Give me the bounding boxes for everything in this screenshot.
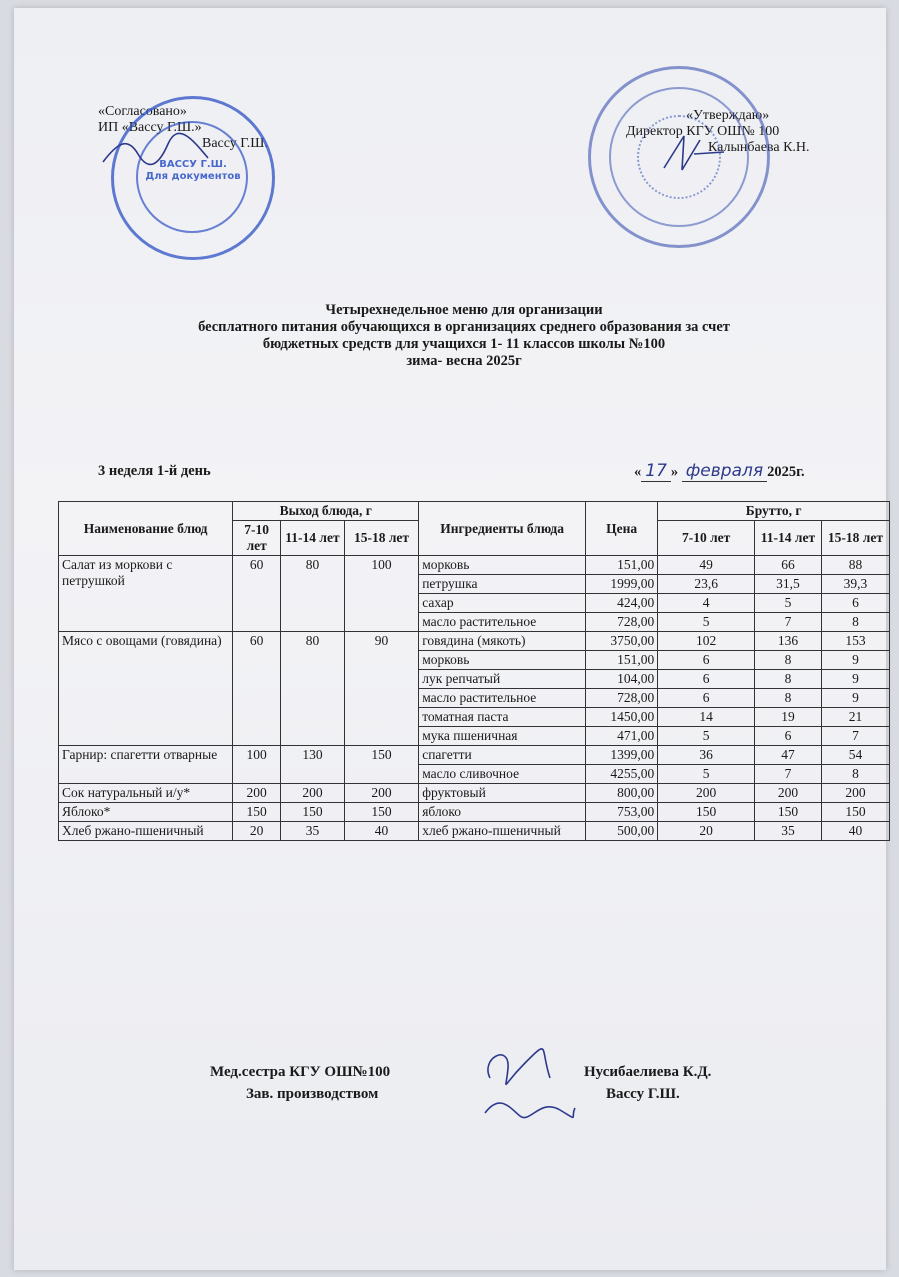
ingredient-price: 151,00 bbox=[586, 556, 658, 575]
gross-age2: 35 bbox=[754, 822, 821, 841]
gross-age2: 150 bbox=[754, 803, 821, 822]
ingredient-price: 3750,00 bbox=[586, 632, 658, 651]
dish-name: Сок натуральный и/у* bbox=[59, 784, 233, 803]
gross-age3: 153 bbox=[821, 632, 889, 651]
ingredient-name: масло сливочное bbox=[419, 765, 586, 784]
output-age2: 150 bbox=[281, 803, 345, 822]
gross-age2: 47 bbox=[754, 746, 821, 765]
gross-age2: 8 bbox=[754, 689, 821, 708]
gross-age1: 5 bbox=[658, 765, 755, 784]
ingredient-price: 1399,00 bbox=[586, 746, 658, 765]
gross-age1: 102 bbox=[658, 632, 755, 651]
output-age3: 100 bbox=[344, 556, 418, 632]
ingredient-name: морковь bbox=[419, 556, 586, 575]
document-sheet bbox=[14, 8, 886, 1270]
gross-age2: 66 bbox=[754, 556, 821, 575]
date-open-quote: « bbox=[634, 464, 642, 480]
footer-name-nurse: Нусибаелиева К.Д. bbox=[584, 1064, 712, 1080]
ingredient-price: 500,00 bbox=[586, 822, 658, 841]
ingredient-name: мука пшеничная bbox=[419, 727, 586, 746]
menu-table-body bbox=[59, 556, 890, 841]
gross-age1: 23,6 bbox=[658, 575, 755, 594]
ingredient-price: 728,00 bbox=[586, 689, 658, 708]
ingredient-price: 1999,00 bbox=[586, 575, 658, 594]
gross-age3: 6 bbox=[821, 594, 889, 613]
ingredient-price: 753,00 bbox=[586, 803, 658, 822]
header-row-1 bbox=[59, 502, 890, 521]
ingredient-name: яблоко bbox=[419, 803, 586, 822]
header-gross: Брутто, г bbox=[658, 502, 890, 521]
ingredient-name: сахар bbox=[419, 594, 586, 613]
date-close-quote: » bbox=[670, 464, 679, 480]
menu-table-head bbox=[59, 502, 890, 556]
gross-age2: 136 bbox=[754, 632, 821, 651]
approval-left-line1: «Согласовано» bbox=[98, 104, 187, 119]
title-line2: бесплатного питания обучающихся в организациях среднего образования за счет bbox=[198, 319, 730, 335]
gross-age3: 9 bbox=[821, 670, 889, 689]
gross-age3: 88 bbox=[821, 556, 889, 575]
footer-name-production: Вассу Г.Ш. bbox=[606, 1086, 680, 1102]
gross-age2: 8 bbox=[754, 670, 821, 689]
menu-table bbox=[58, 501, 890, 841]
gross-age3: 39,3 bbox=[821, 575, 889, 594]
ingredient-price: 104,00 bbox=[586, 670, 658, 689]
menu-date bbox=[634, 461, 805, 481]
output-age1: 200 bbox=[233, 784, 281, 803]
gross-age2: 19 bbox=[754, 708, 821, 727]
ingredient-name: морковь bbox=[419, 651, 586, 670]
dish-name: Хлеб ржано-пшеничный bbox=[59, 822, 233, 841]
gross-age3: 7 bbox=[821, 727, 889, 746]
output-age2: 80 bbox=[281, 632, 345, 746]
gross-age2: 7 bbox=[754, 765, 821, 784]
header-output: Выход блюда, г bbox=[233, 502, 419, 521]
title-line4: зима- весна 2025г bbox=[406, 353, 522, 369]
ingredient-name: хлеб ржано-пшеничный bbox=[419, 822, 586, 841]
ingredient-name: спагетти bbox=[419, 746, 586, 765]
gross-age1: 14 bbox=[658, 708, 755, 727]
output-age1: 20 bbox=[233, 822, 281, 841]
output-age2: 200 bbox=[281, 784, 345, 803]
output-age3: 200 bbox=[344, 784, 418, 803]
dish-name: Яблоко* bbox=[59, 803, 233, 822]
header-gross-age3: 15-18 лет bbox=[821, 521, 889, 556]
gross-age2: 200 bbox=[754, 784, 821, 803]
stamp-left-text: ВАССУ Г.Ш. Для документов bbox=[145, 159, 241, 182]
approval-right-line2: Директор КГУ ОШ№ 100 bbox=[626, 124, 780, 139]
date-day: 17 bbox=[641, 461, 671, 482]
date-month: февраля bbox=[682, 461, 767, 482]
header-output-age1: 7-10 лет bbox=[233, 521, 281, 556]
gross-age1: 20 bbox=[658, 822, 755, 841]
gross-age3: 8 bbox=[821, 765, 889, 784]
footer-role-nurse: Мед.сестра КГУ ОШ№100 bbox=[210, 1064, 391, 1080]
gross-age3: 200 bbox=[821, 784, 889, 803]
header-output-age2: 11-14 лет bbox=[281, 521, 345, 556]
ingredient-name: говядина (мякоть) bbox=[419, 632, 586, 651]
gross-age2: 6 bbox=[754, 727, 821, 746]
output-age3: 150 bbox=[344, 746, 418, 784]
table-row bbox=[59, 822, 890, 841]
gross-age2: 7 bbox=[754, 613, 821, 632]
gross-age3: 40 bbox=[821, 822, 889, 841]
title-line3: бюджетных средств для учащихся 1- 11 классов школы №100 bbox=[262, 336, 666, 352]
ingredient-price: 800,00 bbox=[586, 784, 658, 803]
ingredient-name: петрушка bbox=[419, 575, 586, 594]
header-output-age3: 15-18 лет bbox=[344, 521, 418, 556]
gross-age1: 200 bbox=[658, 784, 755, 803]
gross-age3: 8 bbox=[821, 613, 889, 632]
header-dish: Наименование блюд bbox=[59, 502, 233, 556]
ingredient-price: 151,00 bbox=[586, 651, 658, 670]
gross-age1: 6 bbox=[658, 689, 755, 708]
output-age1: 100 bbox=[233, 746, 281, 784]
gross-age1: 36 bbox=[658, 746, 755, 765]
ingredient-price: 424,00 bbox=[586, 594, 658, 613]
approval-right-line3: Калынбаева К.Н. bbox=[708, 140, 810, 155]
output-age3: 90 bbox=[344, 632, 418, 746]
header-gross-age2: 11-14 лет bbox=[754, 521, 821, 556]
gross-age3: 9 bbox=[821, 689, 889, 708]
ingredient-name: лук репчатый bbox=[419, 670, 586, 689]
dish-name: Мясо с овощами (говядина) bbox=[59, 632, 233, 746]
gross-age2: 5 bbox=[754, 594, 821, 613]
header-ingredients: Ингредиенты блюда bbox=[419, 502, 586, 556]
gross-age1: 5 bbox=[658, 727, 755, 746]
table-row bbox=[59, 784, 890, 803]
document-title bbox=[74, 302, 854, 370]
header-gross-age1: 7-10 лет bbox=[658, 521, 755, 556]
table-row bbox=[59, 803, 890, 822]
gross-age3: 150 bbox=[821, 803, 889, 822]
gross-age1: 49 bbox=[658, 556, 755, 575]
output-age3: 40 bbox=[344, 822, 418, 841]
gross-age3: 54 bbox=[821, 746, 889, 765]
ingredient-name: фруктовый bbox=[419, 784, 586, 803]
ingredient-name: масло растительное bbox=[419, 613, 586, 632]
gross-age2: 8 bbox=[754, 651, 821, 670]
signature-right-icon bbox=[654, 128, 734, 178]
ingredient-price: 4255,00 bbox=[586, 765, 658, 784]
date-year: 2025г. bbox=[767, 464, 805, 480]
stamp-left bbox=[111, 96, 275, 260]
ingredient-price: 1450,00 bbox=[586, 708, 658, 727]
week-day: 3 неделя 1-й день bbox=[98, 463, 211, 479]
ingredient-price: 728,00 bbox=[586, 613, 658, 632]
gross-age2: 31,5 bbox=[754, 575, 821, 594]
ingredient-price: 471,00 bbox=[586, 727, 658, 746]
gross-age1: 6 bbox=[658, 670, 755, 689]
output-age2: 80 bbox=[281, 556, 345, 632]
approval-left-signer: Вассу Г.Ш. bbox=[202, 136, 268, 151]
table-row bbox=[59, 556, 890, 575]
ingredient-name: масло растительное bbox=[419, 689, 586, 708]
gross-age1: 150 bbox=[658, 803, 755, 822]
gross-age1: 6 bbox=[658, 651, 755, 670]
title-line1: Четырехнедельное меню для организации bbox=[325, 302, 603, 318]
gross-age1: 5 bbox=[658, 613, 755, 632]
approval-left-line2: ИП «Вассу Г.Ш.» bbox=[98, 120, 202, 135]
dish-name: Гарнир: спагетти отварные bbox=[59, 746, 233, 784]
approval-right-line1: «Утверждаю» bbox=[686, 108, 770, 123]
output-age2: 130 bbox=[281, 746, 345, 784]
footer-role-production: Зав. производством bbox=[246, 1086, 379, 1102]
table-row bbox=[59, 632, 890, 651]
gross-age3: 9 bbox=[821, 651, 889, 670]
header-price: Цена bbox=[586, 502, 658, 556]
gross-age1: 4 bbox=[658, 594, 755, 613]
output-age1: 150 bbox=[233, 803, 281, 822]
output-age3: 150 bbox=[344, 803, 418, 822]
gross-age3: 21 bbox=[821, 708, 889, 727]
output-age1: 60 bbox=[233, 556, 281, 632]
signature-left-icon bbox=[98, 132, 218, 172]
output-age2: 35 bbox=[281, 822, 345, 841]
output-age1: 60 bbox=[233, 632, 281, 746]
dish-name: Салат из моркови с петрушкой bbox=[59, 556, 233, 632]
table-row bbox=[59, 746, 890, 765]
signature-footer-icon bbox=[470, 1038, 580, 1128]
ingredient-name: томатная паста bbox=[419, 708, 586, 727]
